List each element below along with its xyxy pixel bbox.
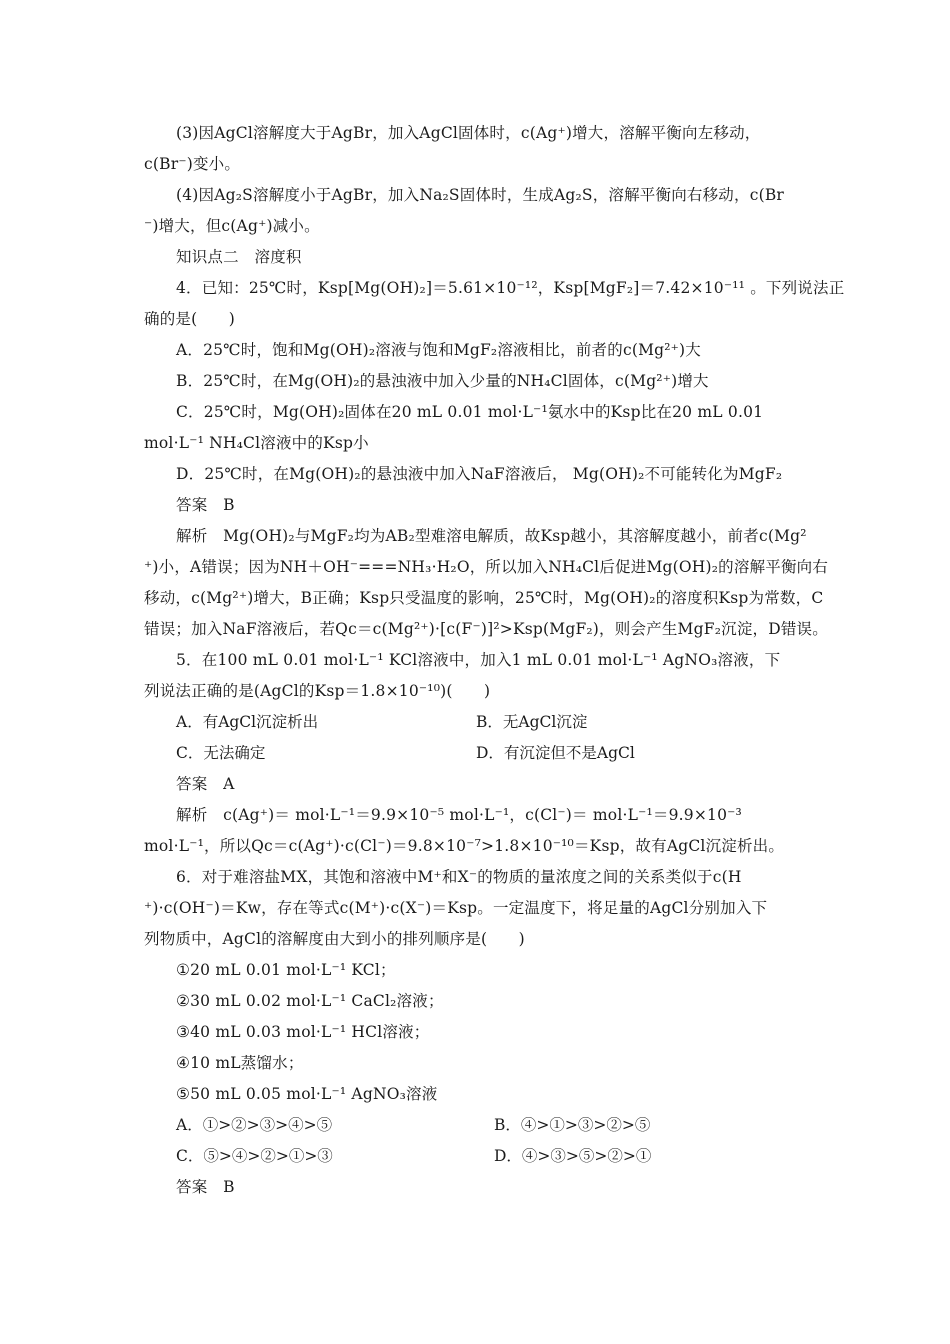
text-line: (4)因Ag₂S溶解度小于AgBr，加入Na₂S固体时，生成Ag₂S，溶解平衡向右移动，c(Br <box>176 186 785 204</box>
list-item: ⑤50 mL 0.05 mol·L⁻¹ AgNO₃溶液 <box>176 1085 438 1103</box>
text-line: ⁻)增大，但c(Ag⁺)减小。 <box>144 217 320 235</box>
explanation: 解析 c(Ag⁺)＝ mol·L⁻¹＝9.9×10⁻⁵ mol·L⁻¹，c(Cl⁻)＝ mol·L⁻¹＝9.9×10⁻³ <box>176 806 742 824</box>
option-c: mol·L⁻¹ NH₄Cl溶液中的Ksp小 <box>144 434 369 452</box>
list-item: ④10 mL蒸馏水； <box>176 1054 304 1072</box>
explanation: ⁺)小，A错误；因为NH＋OH⁻===NH₃·H₂O，所以加入NH₄Cl后促进Mg(OH)₂的溶解平衡向右 <box>144 558 829 576</box>
list-item: ②30 mL 0.02 mol·L⁻¹ CaCl₂溶液； <box>176 992 444 1010</box>
option-c: C．无法确定 <box>176 744 266 762</box>
option-d: D．④>③>⑤>②>① <box>494 1147 652 1165</box>
question-6-stem: ⁺)·c(OH⁻)＝Kw，存在等式c(M⁺)·c(X⁻)＝Ksp。一定温度下，将足量的AgCl分别加入下 <box>144 899 768 917</box>
option-b: B．25℃时，在Mg(OH)₂的悬浊液中加入少量的NH₄Cl固体，c(Mg²⁺)增大 <box>176 372 709 390</box>
explanation: 移动，c(Mg²⁺)增大，B正确；Ksp只受温度的影响，25℃时，Mg(OH)₂的溶度积Ksp为常数，C <box>144 589 824 607</box>
text-line: (3)因AgCl溶解度大于AgBr，加入AgCl固体时，c(Ag⁺)增大，溶解平衡向左移动， <box>176 124 761 142</box>
option-b: B．无AgCl沉淀 <box>476 713 588 731</box>
option-d: D．25℃时，在Mg(OH)₂的悬浊液中加入NaF溶液后， Mg(OH)₂不可能转化为MgF₂ <box>176 465 783 483</box>
option-a: A．①>②>③>④>⑤ <box>176 1116 333 1134</box>
option-c: C．25℃时，Mg(OH)₂固体在20 mL 0.01 mol·L⁻¹氨水中的Ksp比在20 mL 0.01 <box>176 403 764 421</box>
question-4-stem: 4．已知：25℃时，Ksp[Mg(OH)₂]＝5.61×10⁻¹²，Ksp[MgF₂]＝7.42×10⁻¹¹ 。下列说法正 <box>176 279 845 297</box>
explanation: 解析 Mg(OH)₂与MgF₂均为AB₂型难溶电解质，故Ksp越小，其溶解度越小，前者c(Mg² <box>176 527 807 545</box>
option-a: A．有AgCl沉淀析出 <box>176 713 319 731</box>
option-d: D．有沉淀但不是AgCl <box>476 744 635 762</box>
question-6-stem: 列物质中，AgCl的溶解度由大到小的排列顺序是( ) <box>144 930 525 948</box>
question-5-stem: 5．在100 mL 0.01 mol·L⁻¹ KCl溶液中，加入1 mL 0.01 mol·L⁻¹ AgNO₃溶液，下 <box>176 651 781 669</box>
section-heading: 知识点二 溶度积 <box>176 248 302 266</box>
explanation: 错误；加入NaF溶液后，若Qc＝c(Mg²⁺)·[c(F⁻)]²>Ksp(MgF₂)，则会产生MgF₂沉淀，D错误。 <box>144 620 828 638</box>
text-line: c(Br⁻)变小。 <box>144 155 241 173</box>
question-5-stem: 列说法正确的是(AgCl的Ksp＝1.8×10⁻¹⁰)( ) <box>144 682 491 700</box>
question-6-stem: 6．对于难溶盐MX，其饱和溶液中M⁺和X⁻的物质的量浓度之间的关系类似于c(H <box>176 868 742 886</box>
question-4-stem: 确的是( ) <box>144 310 235 328</box>
option-a: A．25℃时，饱和Mg(OH)₂溶液与饱和MgF₂溶液相比，前者的c(Mg²⁺)大 <box>176 341 702 359</box>
answer: 答案 A <box>176 775 235 793</box>
list-item: ③40 mL 0.03 mol·L⁻¹ HCl溶液； <box>176 1023 430 1041</box>
answer: 答案 B <box>176 1178 235 1196</box>
option-b: B．④>①>③>②>⑤ <box>494 1116 651 1134</box>
explanation: mol·L⁻¹，所以Qc＝c(Ag⁺)·c(Cl⁻)＝9.8×10⁻⁷>1.8×10⁻¹⁰＝Ksp，故有AgCl沉淀析出。 <box>144 837 785 855</box>
answer: 答案 B <box>176 496 235 514</box>
option-c: C．⑤>④>②>①>③ <box>176 1147 333 1165</box>
list-item: ①20 mL 0.01 mol·L⁻¹ KCl； <box>176 961 396 979</box>
